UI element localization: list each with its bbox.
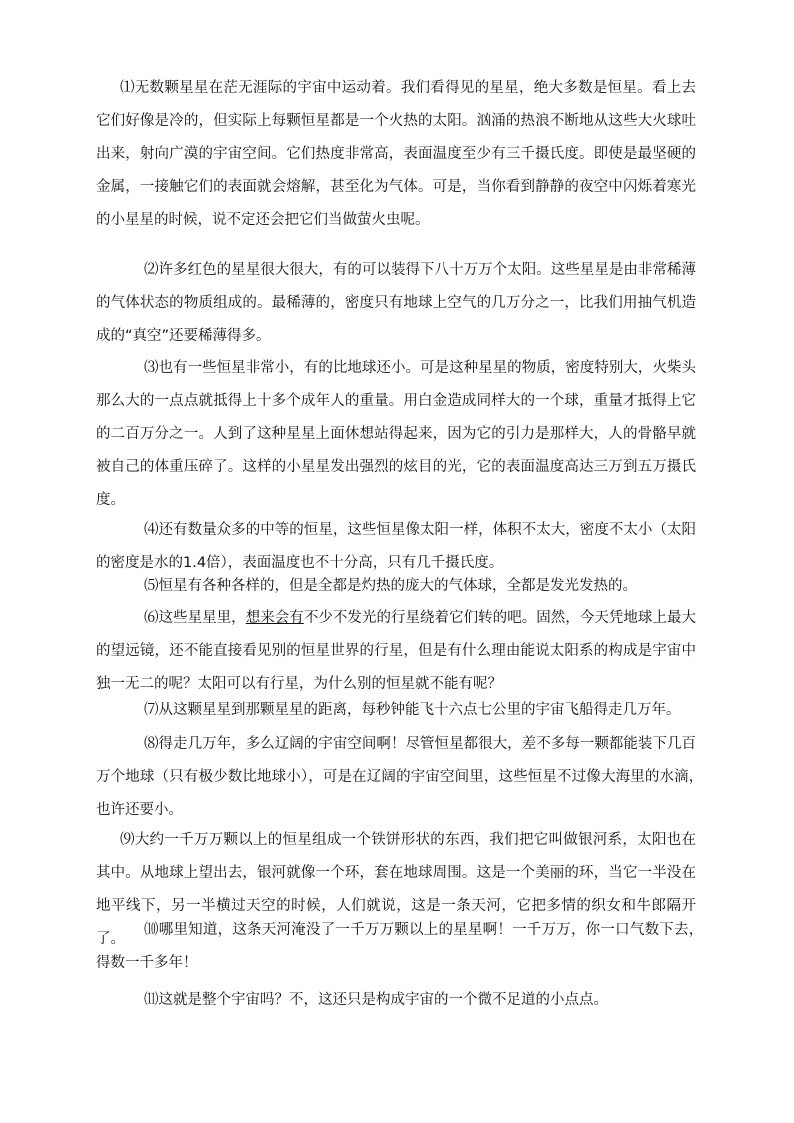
paragraph-6	[96, 602, 696, 701]
paragraph-7: ⑺从这颗星星到那颗星星的距离，每秒钟能飞十六点七公里的宇宙飞船得走几万年。	[144, 702, 681, 718]
paragraph-10: ⑽哪里知道，这条天河淹没了一千万万颗以上的星星啊！一千万万，你一口气数下去， 得数一千多年！	[96, 922, 711, 971]
paragraph-5: ⑸恒星有各种各样的，但是全都是灼热的庞大的气体球，全都是发光发热的。	[144, 578, 637, 594]
paragraph-2: ⑵许多红色的星星很大很大，有的可以装得下八十万万个太阳。这些星星是由非常稀薄的气体状态的物质组成的。最稀薄的，密度只有地球上空气的几万分之一，比我们用抽气机造成的“真空”还要稀薄得多。	[96, 262, 696, 344]
paragraph-9: ⑼大约一千万万颗以上的恒星组成一个铁饼形状的东西，我们把它叫做银河系，太阳也在其中。从地球上望出去，银河就像一个环，套在地球周围。这是一个美丽的环，当它一半没在地平线下，另一半横过天空的时候，人们就说，这是一条天河，它把多情的织女和牛郎隔开了。	[96, 832, 696, 947]
paragraph-3: ⑶也有一些恒星非常小，有的比地球还小。可是这种星星的物质，密度特别大，火柴头那么大的一点点就抵得上十多个成年人的重量。用白金造成同样大的一个球，重量才抵得上它的二百万分之一。人到了这种星星上面休想站得起来，因为它的引力是那样大，人的骨骼早就被自己的体重压碎了。这样的小星星发出强烈的炫目的光，它的表面温度高达三万到五万摄氏度。	[96, 360, 696, 508]
paragraph-8: ⑻得走几万年，多么辽阔的宇宙空间啊！尽管恒星都很大，差不多每一颗都能装下几百万个地球（只有极少数比地球小），可是在辽阔的宇宙空间里，这些恒星不过像大海里的水滴， 也许还要小。	[96, 736, 711, 818]
paragraph-4: ⑷还有数量众多的中等的恒星，这些恒星像太阳一样，体积不太大，密度不太小（太阳的密度是水的1.4倍），表面温度也不十分高，只有几千摄氏度。	[96, 522, 696, 571]
paragraph-1: ⑴无数颗星星在茫无涯际的宇宙中运动着。我们看得见的星星，绝大多数是恒星。看上去它们好像是冷的，但实际上每颗恒星都是一个火热的太阳。汹涌的热浪不断地从这些大火球吐出来，射向广漠的宇宙空间。它们热度非常高，表面温度至少有三千摄氏度。即使是最坚硬的金属，一接触它们的表面就会熔解，甚至化为气体。可是，当你看到静静的夜空中闪烁着寒光的小星星的时候，说不定还会把它们当做萤火虫呢。	[96, 80, 696, 228]
paragraph-6-rest: 不少不发光的行星绕着它们转的吧。固然，今天凭地球上最大的望远镜，还不能直接看见别的恒星世界的行星，但是有什么理由能说太阳系的构成是宇宙中独一无二的呢？太阳可以有行星，为什么别的恒星就不能有呢？	[96, 610, 697, 692]
paragraph-6-start: ⑹这些星星里，	[144, 610, 246, 626]
underlined-phrase: 想来会有	[245, 610, 304, 626]
paragraph-11: ⑾这就是整个宇宙吗？不，这还只是构成宇宙的一个微不足道的小点点。	[144, 992, 608, 1008]
